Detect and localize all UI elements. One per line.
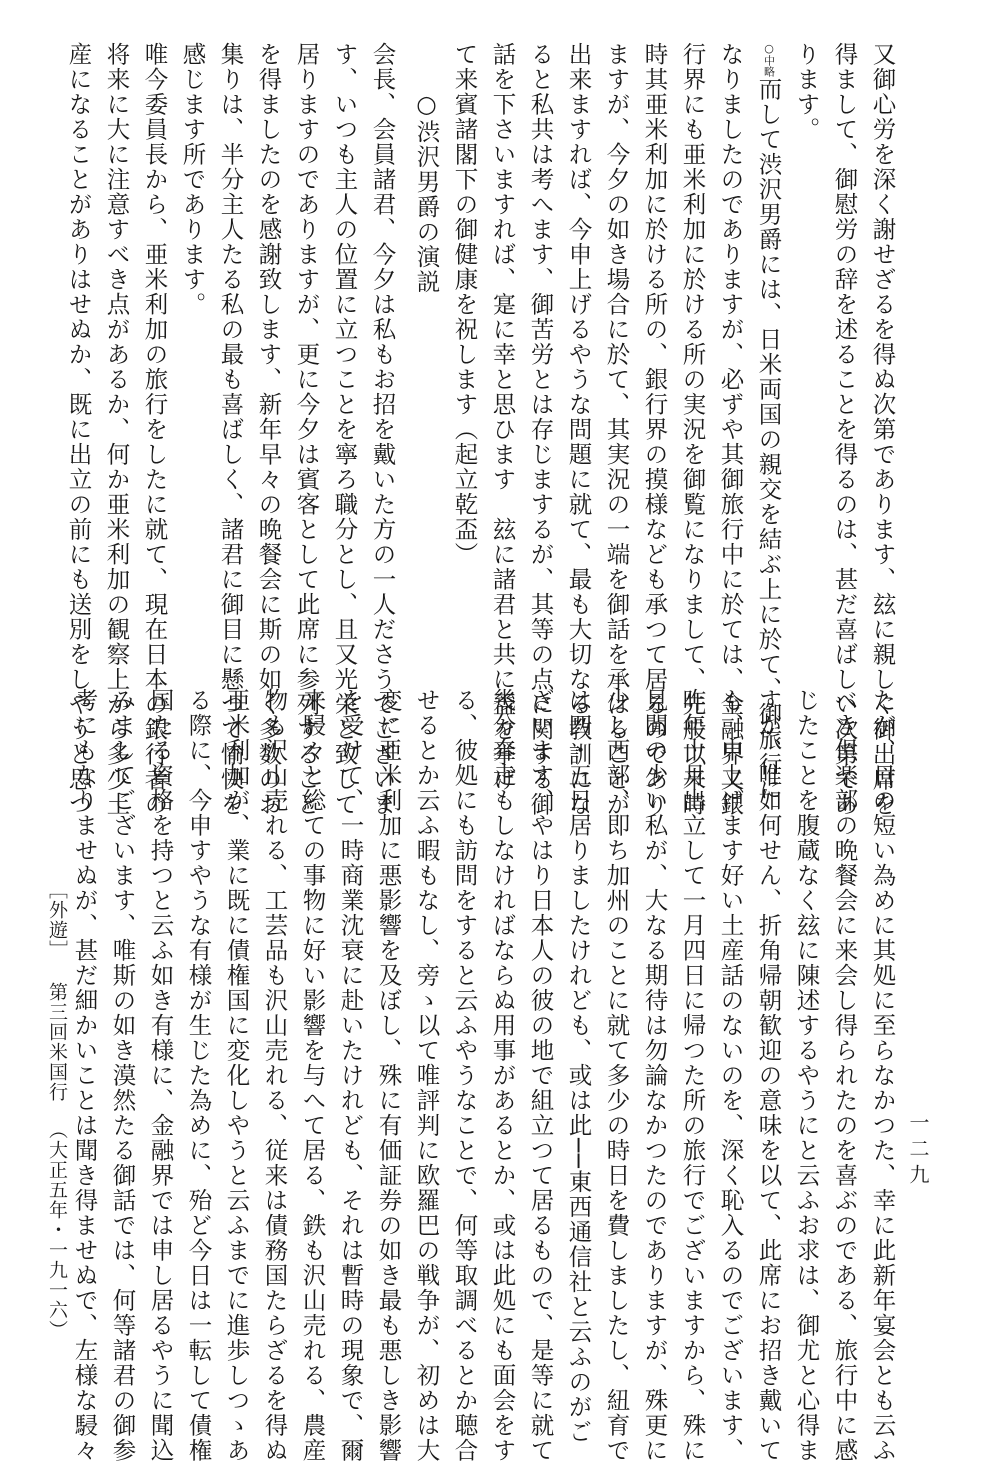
text-line: 亜米利加が、業に既に債権国に変化しやうと云ふまでに進歩しつゝあ (222, 688, 251, 1463)
text-line: 行界にも亜米利加に於ける所の実況を御覧になりまして、先般以来時 (678, 42, 707, 817)
footer-chapter: 第三回米国行 (46, 982, 68, 1102)
text-line: 得まして、御慰労の辞を述ることを得るのは、甚だ喜ばしい次第であ (830, 42, 859, 817)
page-number: 一二九 (906, 1112, 930, 1190)
text-line: 物も沢山売れる、工芸品も沢山売れる、従来は債務国たらざるを得ぬ (260, 688, 289, 1463)
text-line: べき倶楽部の晩餐会に来会し得られたのを喜ぶのである、旅行中に感 (830, 688, 859, 1463)
omission-mark: ○中略 (762, 42, 776, 77)
text-line: 変に亜米利加に悪影響を及ぼし、殊に有価証券の如き最も悪しき影響 (374, 688, 403, 1463)
text-line: ると私共は考へます、御苦労とは存じまするが、其等の点に関する御 (526, 42, 555, 817)
speech-heading: ○渋沢男爵の演説 (412, 90, 441, 295)
text-line: 将来に大に注意すべき点があるか、何か亜米利加の観察上から多少土 (102, 42, 131, 817)
text-line: 来駸々と総ての事物に好い影響を与へて居る、鉄も沢山売れる、農産 (298, 688, 327, 1463)
text-line: ますが、今夕の如き場合に於て、其実況の一端を御話を承はることが (602, 42, 631, 817)
text-line-body: 而して渋沢男爵には、日米両国の親交を結ぶ上に於て、御旅行に (754, 77, 783, 802)
text-line: る際に、今申すやうな有様が生じた為めに、殆ど今日は一転して債権 (184, 688, 213, 1463)
text-line: て来賓諸閣下の御健康を祝します（起立乾盃） (450, 42, 479, 567)
text-line: 見聞の少い私が、大なる期待は勿論なかつたのでありますが、殊更に (640, 688, 669, 1463)
running-footer (44, 880, 71, 1340)
text-line: 出来ますれば、今申上げるやうな問題に就て、最も大切なる教訓にな (564, 42, 593, 817)
text-line: を得ましたのを感謝致します、新年早々の晩餐会に斯の如く多数のお (254, 42, 283, 817)
footer-date: （大正五年・一九一六） (46, 1120, 68, 1340)
text-line: ざいます、やはり日本人の彼の地で組立つて居るもので、是等に就て (526, 688, 555, 1463)
text-line: ります。 (792, 42, 821, 142)
text-line: 考にもなりませぬが、甚だ細かいことは聞き得ませぬで、左様な駸々 (70, 688, 99, 1463)
text-line: 又御心労を深く謝せざるを得ぬ次第であります、玆に親しく御出席を (868, 42, 897, 817)
text-line: じたことを腹蔵なく玆に陳述するやうにと云ふお求は、御尤と心得ま (792, 688, 821, 1463)
text-line: みましてございます、唯斯の如き漠然たる御話では、何等諸君の御参 (108, 688, 137, 1463)
text-line: 昨年十月出立して一月四日に帰つた所の旅行でございますから、殊に (678, 688, 707, 1463)
text-line: せるとか云ふ暇もなし、旁ゝ以て唯評判に欧羅巴の戦争が、初めは大 (412, 688, 441, 1463)
text-line: 時其亜米利加に於ける所の、銀行界の摸様なども承つて居るのであり (640, 42, 669, 817)
text-line (754, 42, 783, 802)
text-line: 感じます所であります。 (178, 42, 207, 317)
text-line: も、申上げます好い土産話のないのを、深く恥入るのでございます、 (716, 688, 745, 1463)
text-line: 幾分奔走もしなければならぬ用事があるとか、或は此処にも面会をす (488, 688, 517, 1463)
text-line: なりましたのでありますが、必ずや其御旅行中に於ては、金融界又銀 (716, 42, 745, 817)
text-line: 少し西部、即ち加州のことに就て多少の時日を費しましたし、紐育で (602, 688, 631, 1463)
footer-section: ［外遊］ (46, 880, 68, 960)
text-line: たが、日の短い為めに其処に至らなかつた、幸に此新年宴会とも云ふ (868, 688, 897, 1463)
text-line: 産になることがありはせぬか、既に出立の前にも送別をしやうと思つ (64, 42, 93, 817)
text-line: すが、唯如何せん、折角帰朝歓迎の意味を以て、此席にお招き戴いて (754, 688, 783, 1463)
text-line: 国たる資格を持つと云ふ如き有様に、金融界では申し居るやうに聞込 (146, 688, 175, 1463)
text-line: を受けて、一時商業沈衰に赴いたけれども、それは暫時の現象で、爾 (336, 688, 365, 1463)
text-line: 唯今委員長から、亜米利加の旅行をしたに就て、現在日本の銀行者の (140, 42, 169, 817)
text-line: 話を下さいますれば、寔に幸と思ひます 玆に諸君と共に盃を挙げ (488, 42, 517, 792)
text-line: す、いつも主人の位置に立つことを寧ろ職分とし、且又光栄と致して (330, 42, 359, 817)
text-line: 集りは、半分主人たる私の最も喜ばしく、諸君に御目に懸つて愉快を (216, 42, 245, 817)
text-line: る、彼処にも訪問をすると云ふやうなことで、何等取調べるとか聴合 (450, 688, 479, 1463)
text-line: 会長、会員諸君、今夕は私もお招を戴いた方の一人ださうでございま (368, 42, 397, 817)
text-line: 居りますのでありますが、更に今夕は賓客として此席に参列すること (292, 42, 321, 817)
text-line: は四・五日居りましたけれども、或は此──東西通信社と云ふのがご (564, 688, 593, 1445)
